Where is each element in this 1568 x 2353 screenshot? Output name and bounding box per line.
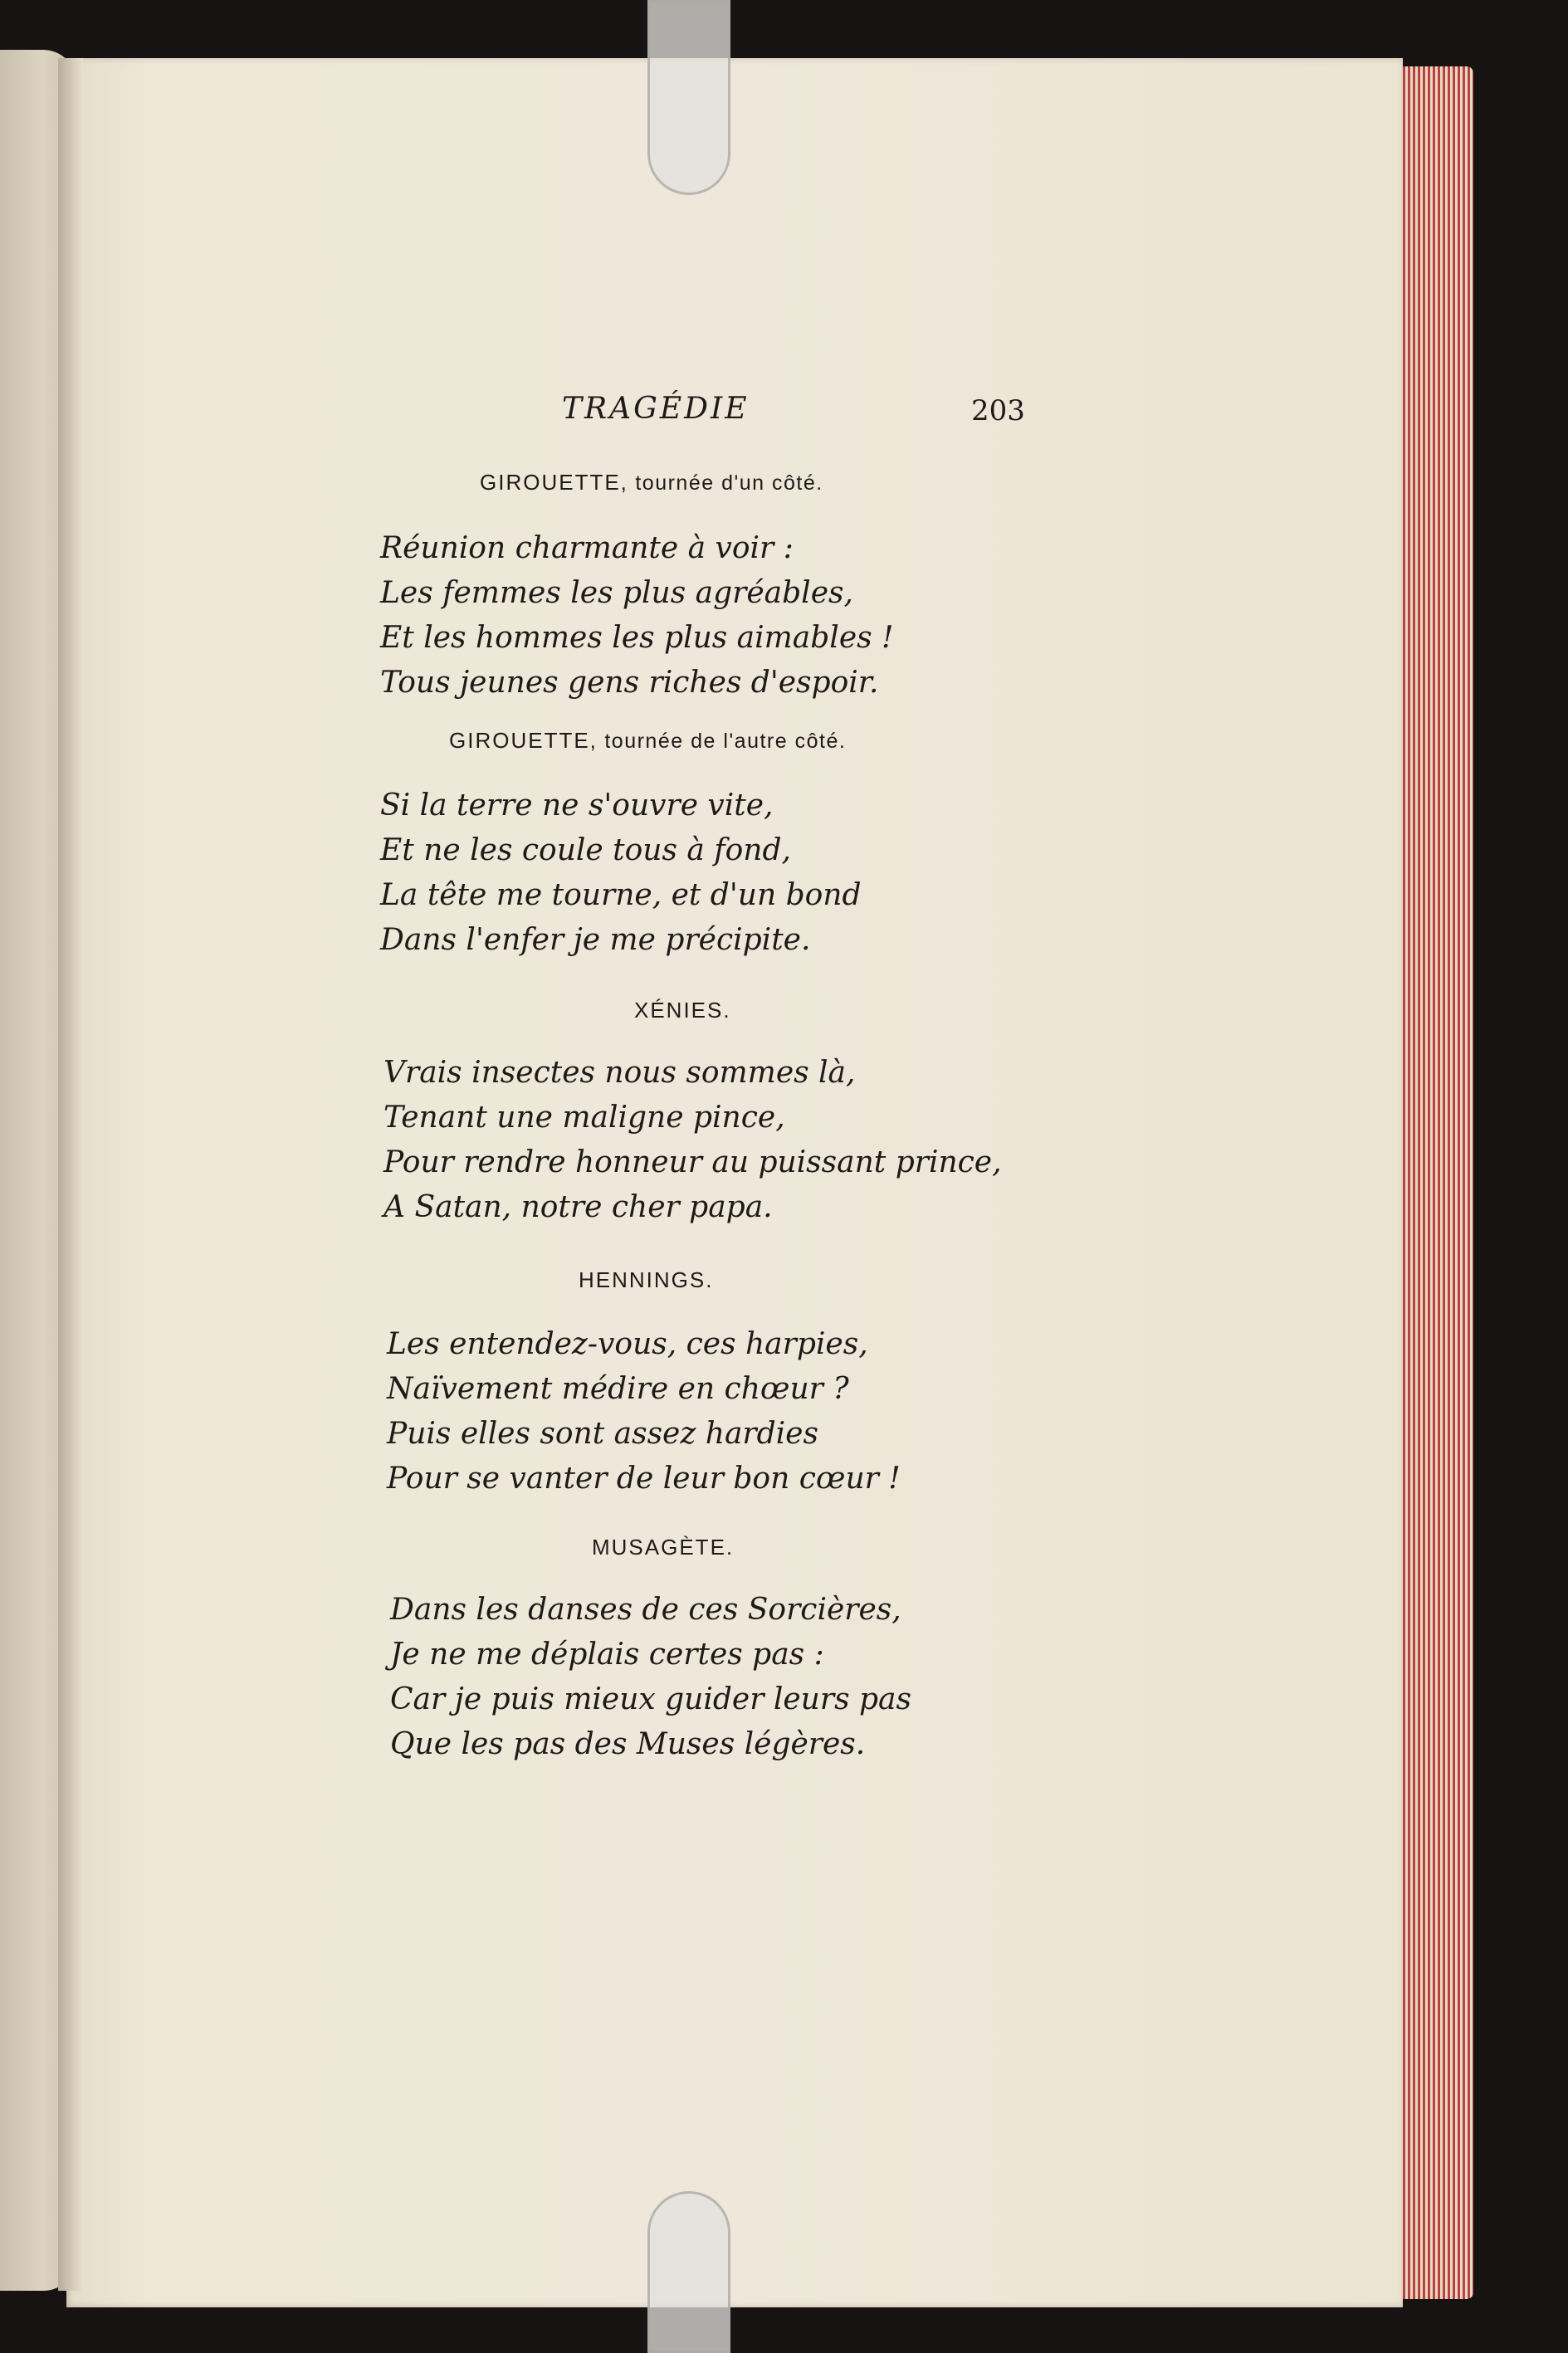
verse-line: Et les hommes les plus aimables !: [380, 621, 894, 655]
verse-line: Tous jeunes gens riches d'espoir.: [380, 666, 879, 700]
speaker-heading: [449, 728, 846, 754]
verse-line: Tenant une maligne pince,: [383, 1101, 785, 1135]
verse-line: A Satan, notre cher papa.: [383, 1190, 773, 1224]
page-number: 203: [971, 394, 1025, 427]
speaker-heading: [579, 1267, 713, 1293]
verse-line: Puis elles sont assez hardies: [387, 1417, 818, 1451]
running-head: TRAGÉDIE: [562, 392, 750, 426]
verse-line: Que les pas des Muses légères.: [390, 1727, 866, 1761]
verse-line: Car je puis mieux guider leurs pas: [390, 1682, 911, 1716]
speaker-name: MUSAGÈTE.: [592, 1535, 735, 1560]
verse-line: Naïvement médire en chœur ?: [387, 1372, 849, 1406]
verse-line: Les entendez-vous, ces harpies,: [387, 1327, 868, 1361]
verse-line: Je ne me déplais certes pas :: [390, 1638, 824, 1672]
speaker-heading: [592, 1535, 734, 1560]
book-gutter: [58, 58, 83, 2291]
speaker-heading: [634, 998, 731, 1023]
verse-line: Et ne les coule tous à fond,: [380, 833, 791, 867]
verse-line: Vrais insectes nous sommes là,: [383, 1056, 856, 1090]
stage-direction: tournée de l'autre côté.: [597, 730, 847, 753]
verse-line: Si la terre ne s'ouvre vite,: [380, 788, 774, 823]
speaker-heading: [480, 470, 823, 495]
verse-line: Dans les danses de ces Sorcières,: [390, 1593, 901, 1627]
verse-line: Pour rendre honneur au puissant prince,: [383, 1145, 1002, 1179]
speaker-name: XÉNIES.: [634, 998, 731, 1023]
verse-line: Réunion charmante à voir :: [380, 531, 794, 565]
stage-direction: tournée d'un côté.: [628, 471, 823, 495]
verse-line: La tête me tourne, et d'un bond: [380, 878, 862, 912]
speaker-name: GIROUETTE,: [449, 728, 598, 753]
verse-line: Les femmes les plus agréables,: [380, 576, 853, 610]
page-clip-bottom: [647, 2191, 730, 2353]
page-clip-top: [647, 0, 730, 195]
verse-line: Pour se vanter de leur bon cœur !: [387, 1462, 901, 1496]
speaker-name: HENNINGS.: [579, 1267, 714, 1292]
verse-line: Dans l'enfer je me précipite.: [380, 923, 811, 957]
speaker-name: GIROUETTE,: [480, 470, 628, 495]
